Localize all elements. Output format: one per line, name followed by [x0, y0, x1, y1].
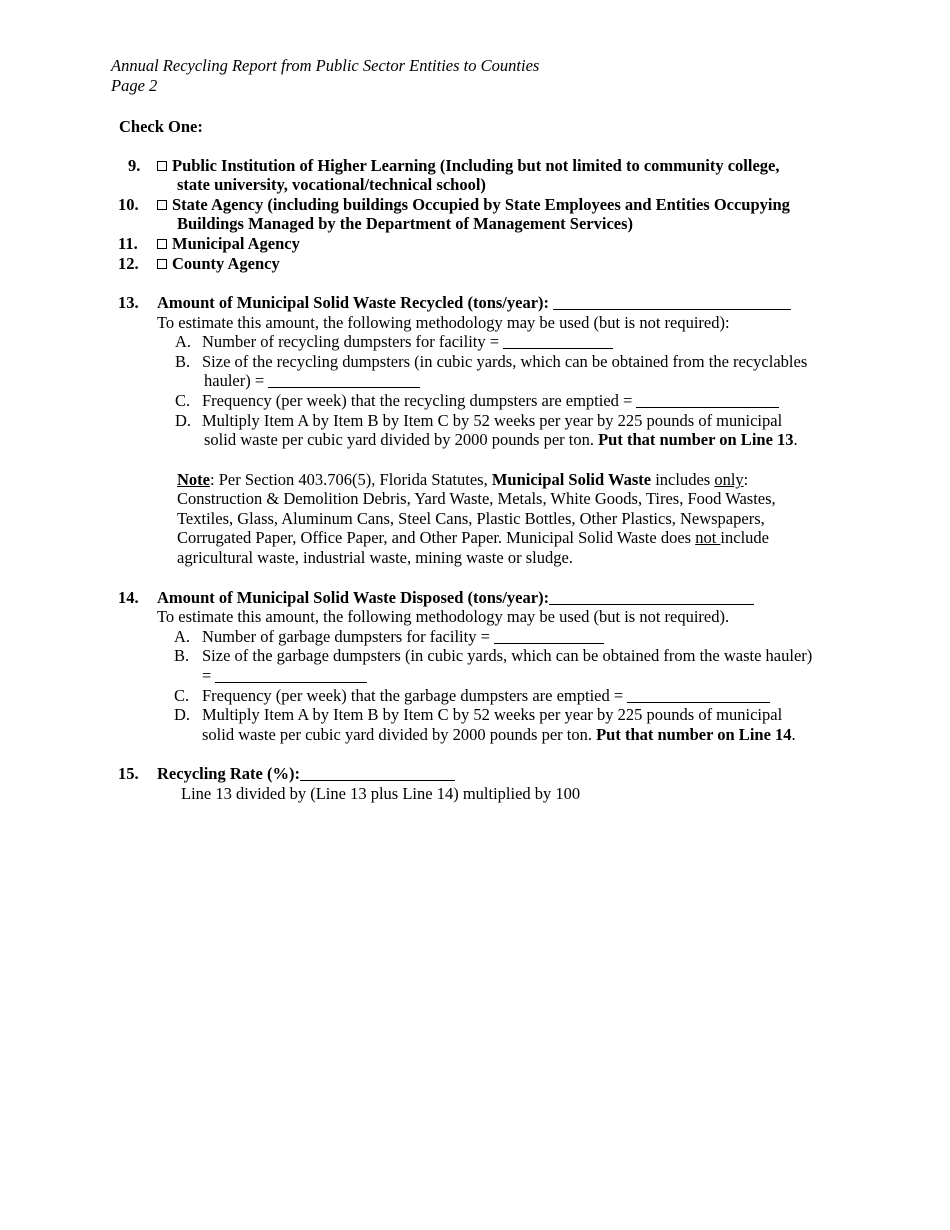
q13-b-field[interactable]: [268, 373, 420, 388]
item-number-15: 15.: [118, 764, 139, 783]
q14-b-line2: =: [202, 666, 367, 686]
q14-title: Amount of Municipal Solid Waste Disposed (tons/year):: [157, 588, 754, 608]
checkbox-state-agency[interactable]: [157, 200, 167, 210]
q14-c-field[interactable]: [627, 688, 770, 703]
q14-a-line: Number of garbage dumpsters for facility =: [202, 627, 604, 647]
q13-c-field[interactable]: [636, 393, 779, 408]
q14-c-label: C.: [174, 686, 190, 705]
q14-a-label: A.: [174, 627, 191, 646]
q13-c-label: C.: [175, 391, 191, 410]
q14-d-label: D.: [174, 705, 191, 724]
check-one-label: Check One:: [119, 117, 203, 136]
q13-a-label: A.: [175, 332, 192, 351]
q13-title: Amount of Municipal Solid Waste Recycled (tons/year):: [157, 293, 791, 313]
q14-d-instruction: Put that number on Line 14: [596, 725, 792, 744]
item-number-12: 12.: [118, 254, 139, 273]
note-line2: Construction & Demolition Debris, Yard Waste, Metals, White Goods, Tires, Food Wastes,: [177, 489, 776, 508]
q14-intro: To estimate this amount, the following methodology may be used (but is not required).: [157, 607, 730, 626]
item-number-14: 14.: [118, 588, 139, 607]
option-county-agency: County Agency: [157, 254, 280, 274]
option-state-agency: State Agency (including buildings Occupied by State Employees and Entities Occupying: [157, 195, 790, 215]
page-number: Page 2: [111, 76, 158, 95]
note-line5: agricultural waste, industrial waste, mining waste or sludge.: [177, 548, 573, 567]
q15-formula: Line 13 divided by (Line 13 plus Line 14) multiplied by 100: [181, 784, 581, 803]
checkbox-higher-learning[interactable]: [157, 161, 167, 171]
q13-b-line1: Size of the recycling dumpsters (in cubic yards, which can be obtained from the recyclables: [202, 352, 808, 371]
note-line4: Corrugated Paper, Office Paper, and Other Paper. Municipal Solid Waste does not include: [177, 528, 769, 547]
q14-d-line1: Multiply Item A by Item B by Item C by 52 weeks per year by 225 pounds of municipal: [202, 705, 783, 724]
q14-tons-disposed-field[interactable]: [549, 590, 754, 605]
q14-a-field[interactable]: [494, 629, 604, 644]
item-number-10: 10.: [118, 195, 139, 214]
q14-b-label: B.: [174, 646, 190, 665]
page-header: [111, 56, 539, 96]
option-state-agency-cont: Buildings Managed by the Department of Management Services): [177, 214, 634, 233]
q13-d-instruction: Put that number on Line 13: [598, 430, 794, 449]
q14-d-line2: solid waste per cubic yard divided by 2000 pounds per ton. Put that number on Line 14.: [202, 725, 796, 744]
item-number-11: 11.: [118, 234, 138, 253]
note-line1: Note: Per Section 403.706(5), Florida Statutes, Municipal Solid Waste includes only:: [177, 470, 749, 489]
checkbox-municipal-agency[interactable]: [157, 239, 167, 249]
item-number-9: 9.: [128, 156, 141, 175]
option-municipal-agency: Municipal Agency: [157, 234, 300, 254]
item-number-13: 13.: [118, 293, 139, 312]
note-label: Note: [177, 470, 210, 489]
q15-title: Recycling Rate (%):: [157, 764, 455, 784]
q13-tons-recycled-field[interactable]: [553, 295, 791, 310]
checkbox-county-agency[interactable]: [157, 259, 167, 269]
report-title: Annual Recycling Report from Public Sector Entities to Counties: [111, 56, 540, 75]
q13-c-line: Frequency (per week) that the recycling dumpsters are emptied =: [202, 391, 779, 411]
q13-a-line: Number of recycling dumpsters for facility =: [202, 332, 613, 352]
q13-d-line1: Multiply Item A by Item B by Item C by 52 weeks per year by 225 pounds of municipal: [202, 411, 783, 430]
q13-a-field[interactable]: [503, 334, 613, 349]
q14-c-line: Frequency (per week) that the garbage dumpsters are emptied =: [202, 686, 770, 706]
q15-recycling-rate-field[interactable]: [300, 766, 455, 781]
option-higher-learning: Public Institution of Higher Learning (Including but not limited to community college,: [157, 156, 779, 176]
q14-b-field[interactable]: [215, 668, 367, 683]
q13-intro: To estimate this amount, the following methodology may be used (but is not required):: [157, 313, 730, 332]
q13-d-label: D.: [175, 411, 192, 430]
note-line3: Textiles, Glass, Aluminum Cans, Steel Cans, Plastic Bottles, Other Plastics, Newspapers,: [177, 509, 765, 528]
q14-b-line1: Size of the garbage dumpsters (in cubic yards, which can be obtained from the waste hauler): [202, 646, 813, 665]
q13-b-label: B.: [175, 352, 191, 371]
option-higher-learning-cont: state university, vocational/technical school): [177, 175, 486, 194]
q13-b-line2: hauler) =: [204, 371, 420, 391]
q13-d-line2: solid waste per cubic yard divided by 2000 pounds per ton. Put that number on Line 13.: [204, 430, 798, 449]
